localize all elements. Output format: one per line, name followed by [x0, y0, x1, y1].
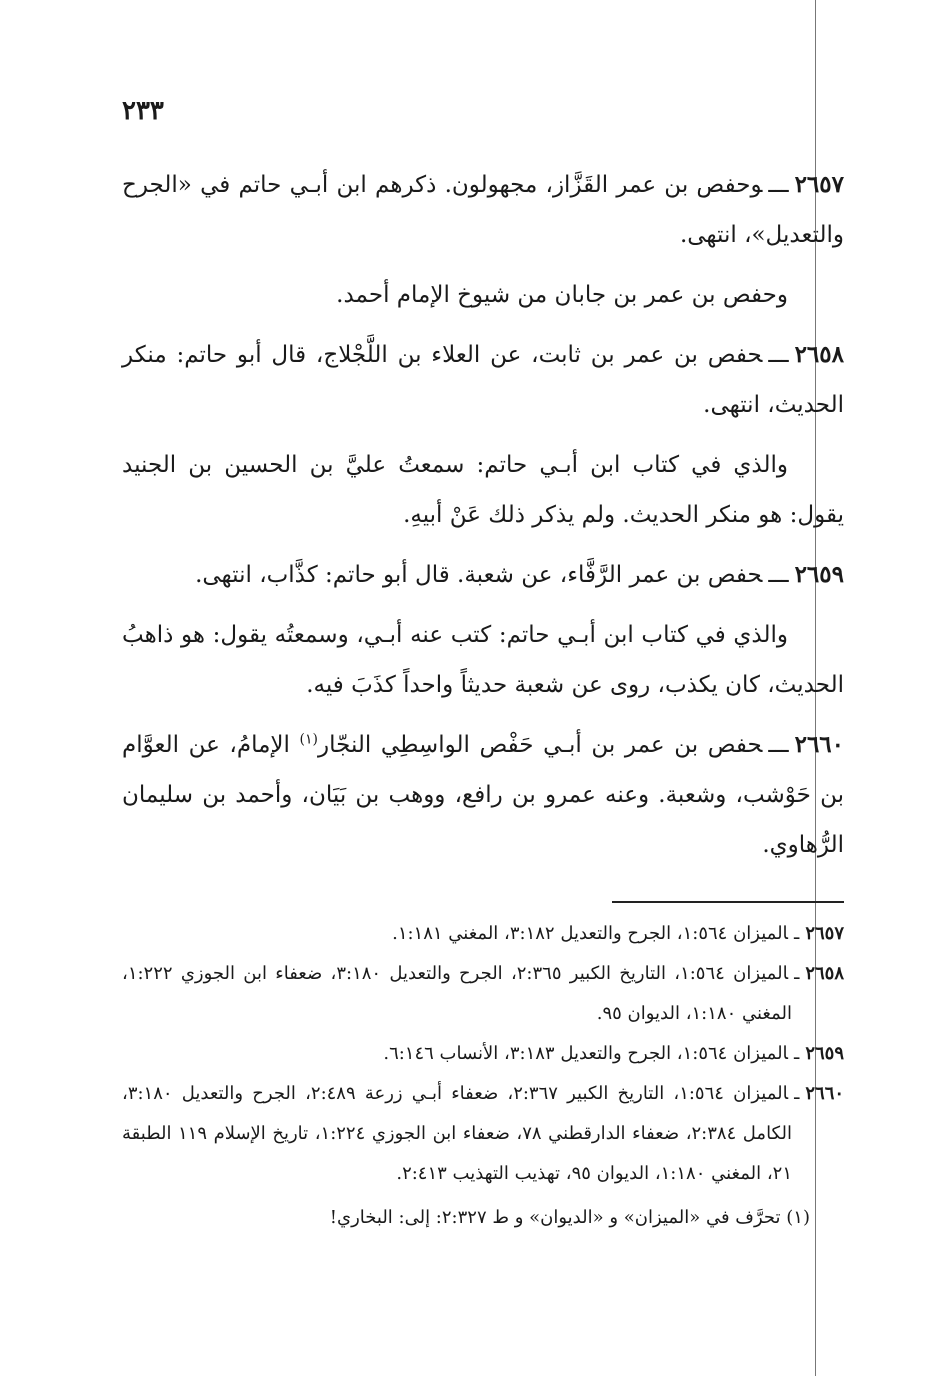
footnote-number: ٢٦٥٨: [805, 963, 845, 984]
footnote-text: الميزان ١:٥٦٤، التاريخ الكبير ٢:٣٦٥، الجرح والتعديل ٣:١٨٠، ضعفاء ابن الجوزي ١:٢٢٢، المغني ١:١٨٠، الديوان ٩٥.: [122, 963, 792, 1024]
editor-note: [122, 1198, 844, 1238]
entry-2660: [122, 720, 844, 870]
entry-2657: [122, 160, 844, 260]
footnote-reference: (١): [299, 731, 318, 748]
entry-number: ٢٦٥٧: [794, 171, 844, 198]
entry-2657-addendum: [122, 270, 844, 320]
entry-dash: ـــ: [768, 732, 789, 758]
footnote-number: ٢٦٦٠: [805, 1083, 845, 1104]
footnotes: [122, 914, 844, 1238]
entry-text-start: حفص بن عمر بن أبـي حَفْص الواسِطِي النجّار: [318, 732, 763, 758]
entry-number: ٢٦٦٠: [794, 731, 845, 758]
note-number: (١): [786, 1207, 810, 1228]
main-text: [122, 160, 844, 880]
entry-dash: ـــ: [768, 562, 789, 588]
footnote-dash: ـ: [794, 1083, 800, 1104]
entry-text: حفص بن عمر بن ثابت، عن العلاء بن اللَّجْلاج، قال أبو حاتم: منكر الحديث، انتهى.: [122, 342, 844, 418]
footnote-2657: [122, 914, 844, 954]
entry-text-end: الإمامُ، عن العوَّام بن حَوْشب، وشعبة. وعنه عمرو بن رافع، ووهب بن بَيَان، وأحمد بن سليمان الرُّهاوي.: [122, 732, 844, 858]
footnote-number: ٢٦٥٧: [805, 923, 844, 944]
paragraph-text: والذي في كتاب ابن أبـي حاتم: سمعتُ عليَّ بن الحسين بن الجنيد يقول: هو منكر الحديث. ولم يذكر ذلك عَنْ أبيهِ.: [122, 452, 844, 528]
footnote-dash: ـ: [794, 963, 800, 984]
entry-number: ٢٦٥٩: [794, 561, 844, 588]
footnote-dash: ـ: [794, 1043, 800, 1064]
footnote-text: الميزان ١:٥٦٤، الجرح والتعديل ٣:١٨٣، الأنساب ٦:١٤٦.: [383, 1043, 789, 1064]
footnote-2660: [122, 1074, 844, 1194]
entry-2658: [122, 330, 844, 430]
entry-2659-addendum: [122, 610, 844, 710]
footnote-2658: [122, 954, 844, 1034]
page-number: ٢٣٣: [122, 96, 164, 126]
paragraph-text: وحفص بن عمر بن جابان من شيوخ الإمام أحمد.: [336, 282, 788, 308]
paragraph-text: والذي في كتاب ابن أبـي حاتم: كتب عنه أبـي، وسمعتُه يقول: هو ذاهبُ الحديث، كان يكذب، روى عن شعبة حديثاً واحداً كذَبَ فيه.: [122, 622, 844, 698]
note-text: تحرَّف في «الميزان» و «الديوان» و ط ٢:٣٢٧: إلى: البخاري!: [329, 1207, 781, 1228]
footnote-number: ٢٦٥٩: [805, 1043, 844, 1064]
entry-dash: ـــ: [768, 172, 789, 198]
footnote-dash: ـ: [794, 923, 800, 944]
entry-2659: [122, 550, 844, 600]
footnote-text: الميزان ١:٥٦٤، الجرح والتعديل ٣:١٨٢، المغني ١:١٨١.: [392, 923, 789, 944]
footnote-separator: [612, 901, 844, 903]
entry-dash: ـــ: [768, 342, 789, 368]
entry-2658-addendum: [122, 440, 844, 540]
footnote-2659: [122, 1034, 844, 1074]
entry-number: ٢٦٥٨: [794, 341, 844, 368]
footnote-text: الميزان ١:٥٦٤، التاريخ الكبير ٢:٣٦٧، ضعفاء أبـي زرعة ٢:٤٨٩، الجرح والتعديل ٣:١٨٠، الكامل ٢:٣٨٤، ضعفاء الدارقطني ٧٨، ضعفاء ابن الجوزي ١:٢٢٤، تاريخ الإسلام ١١٩ الطبقة ٢١، المغني ١:١٨٠، الديوان ٩٥، تهذيب التهذيب ٢:٤١٣.: [122, 1083, 792, 1184]
entry-text: حفص بن عمر الرَّفَّاء، عن شعبة. قال أبو حاتم: كذَّاب، انتهى.: [195, 562, 763, 588]
entry-text: وحفص بن عمر القَزَّاز، مجهولون. ذكرهم ابن أبـي حاتم في «الجرح والتعديل»، انتهى.: [122, 172, 844, 248]
